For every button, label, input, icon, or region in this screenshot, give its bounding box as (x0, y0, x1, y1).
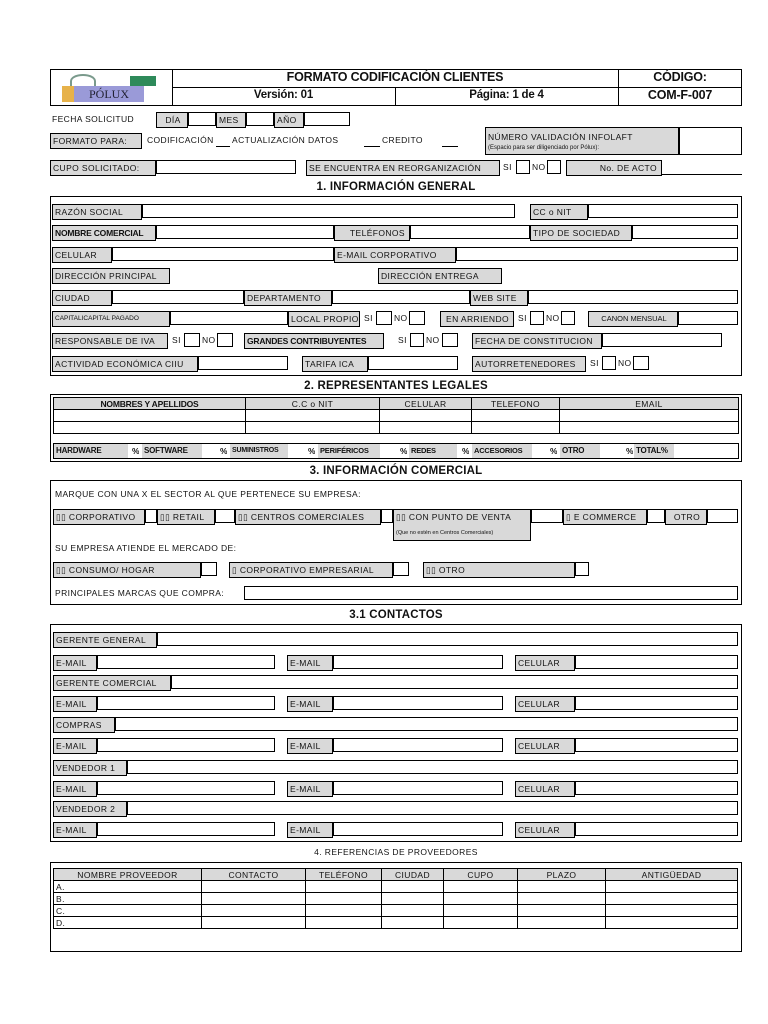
ciudad-field[interactable] (112, 290, 244, 304)
arriendo-no: NO (546, 313, 560, 323)
local-no: NO (394, 313, 408, 323)
arriendo-si: SI (518, 313, 527, 323)
general-box (50, 196, 742, 376)
vendedor1-email-field[interactable] (97, 781, 275, 795)
web-label: WEB SITE (470, 290, 528, 306)
legal-header-cc: C.C o NIT (246, 398, 380, 410)
refs-header-proveedor: NOMBRE PROVEEDOR (54, 869, 202, 881)
gerente-com-label: GERENTE COMERCIAL (53, 675, 171, 691)
legal-row[interactable] (54, 410, 739, 422)
otro2-label: OTRO (438, 565, 466, 575)
pct-symbol: % (308, 446, 316, 456)
celular-label: CELULAR (52, 247, 112, 263)
pct-row (53, 443, 739, 459)
refs-header-cupo: CUPO (444, 869, 518, 881)
gerente-com-field[interactable] (171, 675, 738, 689)
otro2-box[interactable] (575, 562, 589, 576)
telefonos-field[interactable] (410, 225, 530, 239)
refs-row-label: C. (54, 905, 202, 917)
iva-si-box[interactable] (184, 333, 200, 347)
pct-hardware: HARDWARE (54, 444, 128, 458)
ecommerce-option[interactable]: ▯ E COMMERCE (563, 509, 647, 525)
document-title: FORMATO CODIFICACIÓN CLIENTES (286, 70, 504, 84)
gerente-celular-label: CELULAR (515, 655, 575, 671)
pct-accesorios: ACCESORIOS (472, 444, 532, 458)
mes-label: MES (216, 112, 246, 128)
vendedor2-celular-label: CELULAR (515, 822, 575, 838)
legal-row[interactable] (54, 422, 739, 434)
compras-celular-label: CELULAR (515, 738, 575, 754)
capital-field[interactable] (170, 311, 288, 325)
departamento-label: DEPARTAMENTO (244, 290, 332, 306)
fecha-label: FECHA SOLICITUD (52, 114, 135, 124)
version: Versión: 01 (253, 89, 314, 101)
tarifa-field[interactable] (368, 356, 458, 370)
gerente-email2-label: E-MAIL (287, 655, 333, 671)
pct-symbol: % (626, 446, 634, 456)
local-si-box[interactable] (376, 311, 392, 325)
capital-label: CAPITALICAPITAL PAGADO (52, 311, 170, 327)
vendedor2-field[interactable] (127, 801, 738, 815)
ecommerce-label: E COMMERCE (573, 512, 637, 522)
consumo-label: CONSUMO/ HOGAR (68, 565, 155, 575)
web-field[interactable] (528, 290, 738, 304)
grandes-label: GRANDES CONTRIBUYENTES (244, 333, 384, 349)
gerente-com-email2-label: E-MAIL (287, 696, 333, 712)
marcas-label: PRINCIPALES MARCAS QUE COMPRA: (55, 588, 225, 598)
grandes-si-box[interactable] (410, 333, 424, 347)
tarifa-label: TARIFA ICA (302, 356, 368, 372)
consumo-option[interactable]: ▯▯ CONSUMO/ HOGAR (53, 562, 201, 578)
iva-no: NO (202, 335, 216, 345)
fecha-const-field[interactable] (602, 333, 722, 347)
formato-label: FORMATO PARA: (50, 133, 142, 149)
code-value: COM-F-007 (647, 88, 713, 102)
anio-label: AÑO (274, 112, 304, 128)
email-corp-field[interactable] (456, 247, 738, 261)
atiende-label: SU EMPRESA ATIENDE EL MERCADO DE: (55, 543, 237, 553)
punto-option[interactable] (393, 509, 531, 541)
refs-row[interactable] (54, 905, 738, 917)
logo-text: PÓLUX (74, 86, 144, 102)
pct-total: TOTAL% (634, 444, 674, 458)
reorg-label: SE ENCUENTRA EN REORGANIZACIÓN (306, 160, 500, 176)
refs-row-label: D. (54, 917, 202, 929)
local-si: SI (364, 313, 373, 323)
reorg-no: NO (532, 162, 546, 172)
ciudad-label: CIUDAD (52, 290, 112, 306)
compras-label: COMPRAS (53, 717, 115, 733)
grandes-no: NO (426, 335, 440, 345)
pct-symbol: % (220, 446, 228, 456)
compras-field[interactable] (115, 717, 738, 731)
refs-table (53, 868, 738, 929)
grandes-si: SI (398, 335, 407, 345)
acto-label: No. DE ACTO (566, 160, 662, 176)
vendedor2-email-field[interactable] (97, 822, 275, 836)
marcas-field[interactable] (244, 586, 738, 600)
gerente-email2-field[interactable] (333, 655, 503, 669)
refs-row[interactable] (54, 917, 738, 929)
refs-row[interactable] (54, 881, 738, 893)
corporativo-label: CORPORATIVO (68, 512, 136, 522)
email-corp-label: E-MAIL CORPORATIVO (334, 247, 456, 263)
section-commercial-title: 3. INFORMACIÓN COMERCIAL (309, 465, 483, 477)
punto-label: CON PUNTO DE VENTA (408, 512, 512, 522)
gerente-com-email-label: E-MAIL (53, 696, 97, 712)
razon-field[interactable] (142, 204, 515, 218)
corporativo-option[interactable]: ▯▯ CORPORATIVO (53, 509, 145, 525)
local-label: LOCAL PROPIO (288, 311, 360, 327)
legal-header-celular: CELULAR (380, 398, 472, 410)
refs-header-antiguedad: ANTIGÜEDAD (606, 869, 738, 881)
razon-label: RAZÓN SOCIAL (52, 204, 142, 220)
infolaft-note: (Espacio para ser diligenciado por Pólux): (488, 145, 600, 151)
pct-symbol: % (400, 446, 408, 456)
pct-suministros: SUMINISTROS (230, 444, 288, 458)
dia-field[interactable] (188, 112, 216, 126)
vendedor2-email2-field[interactable] (333, 822, 503, 836)
cupo-label: CUPO SOLICITADO: (50, 160, 156, 176)
mes-field[interactable] (246, 112, 274, 126)
section-general-title: 1. INFORMACIÓN GENERAL (316, 181, 476, 193)
marque-label: MARQUE CON UNA X EL SECTOR AL QUE PERTENECE SU EMPRESA: (55, 489, 361, 499)
gerente-com-celular-label: CELULAR (515, 696, 575, 712)
grandes-no-box[interactable] (442, 333, 458, 347)
cupo-field[interactable] (156, 160, 296, 174)
retail-option[interactable]: ▯▯ RETAIL (157, 509, 215, 525)
vendedor2-label: VENDEDOR 2 (53, 801, 127, 817)
compras-email-label: E-MAIL (53, 738, 97, 754)
autoret-si: SI (590, 358, 599, 368)
otro-field[interactable] (707, 509, 738, 523)
ccnit-label: CC o NIT (530, 204, 588, 220)
otro-label: OTRO (665, 509, 707, 525)
vendedor2-email-label: E-MAIL (53, 822, 97, 838)
telefonos-label: TELÉFONOS (334, 225, 410, 241)
gerente-field[interactable] (157, 632, 738, 646)
dir-principal-label: DIRECCIÓN PRINCIPAL (52, 268, 170, 284)
legal-header-nombres: NOMBRES Y APELLIDOS (54, 398, 246, 410)
vendedor1-celular-field[interactable] (575, 781, 738, 795)
legal-table (53, 397, 739, 434)
arriendo-si-box[interactable] (530, 311, 544, 325)
refs-row-label: B. (54, 893, 202, 905)
logo (60, 72, 160, 104)
canon-label: CANON MENSUAL (588, 311, 678, 327)
centros-box[interactable] (381, 509, 393, 523)
actividad-label: ACTIVIDAD ECONÓMICA CIIU (52, 356, 198, 372)
vendedor1-celular-label: CELULAR (515, 781, 575, 797)
ecommerce-box[interactable] (647, 509, 665, 523)
retail-label: RETAIL (172, 512, 205, 522)
gerente-com-celular-field[interactable] (575, 696, 738, 710)
page-number: Página: 1 de 4 (469, 89, 544, 101)
corp-emp-option[interactable]: ▯ CORPORATIVO EMPRESARIAL (229, 562, 393, 578)
gerente-label: GERENTE GENERAL (53, 632, 157, 648)
actualizacion-label: ACTUALIZACIÓN DATOS (232, 135, 339, 145)
vendedor1-field[interactable] (127, 760, 738, 774)
pct-software: SOFTWARE (142, 444, 202, 458)
punto-note: (Que no estén en Centros Comerciales) (396, 530, 494, 536)
consumo-box[interactable] (201, 562, 217, 576)
vendedor1-email-label: E-MAIL (53, 781, 97, 797)
dir-entrega-label: DIRECCIÓN ENTREGA (378, 268, 502, 284)
vendedor1-email2-label: E-MAIL (287, 781, 333, 797)
pct-symbol: % (550, 446, 558, 456)
compras-email-field[interactable] (97, 738, 275, 752)
celular-field[interactable] (112, 247, 334, 261)
retail-box[interactable] (215, 509, 235, 523)
code-label: CÓDIGO: (653, 70, 707, 84)
codificacion-label: CODIFICACIÓN (147, 135, 214, 145)
credito-label: CREDITO (382, 135, 423, 145)
ccnit-field[interactable] (588, 204, 738, 218)
otro2-option[interactable]: ▯▯ OTRO (423, 562, 575, 578)
section-refs-title: 4. REFERENCIAS DE PROVEEDORES (314, 847, 478, 857)
nombre-comercial-field[interactable] (156, 225, 334, 239)
actividad-field[interactable] (198, 356, 288, 370)
corp-emp-label: CORPORATIVO EMPRESARIAL (239, 565, 375, 575)
punto-box[interactable] (531, 509, 563, 523)
compras-email2-field[interactable] (333, 738, 503, 752)
corp-emp-box[interactable] (393, 562, 409, 576)
centros-option[interactable]: ▯▯ CENTROS COMERCIALES (235, 509, 381, 525)
iva-no-box[interactable] (217, 333, 233, 347)
canon-field[interactable] (678, 311, 738, 325)
pct-otro: OTRO (560, 444, 600, 458)
vendedor1-label: VENDEDOR 1 (53, 760, 127, 776)
refs-header-contacto: CONTACTO (202, 869, 306, 881)
reorg-si-box[interactable] (516, 160, 530, 174)
autoret-no: NO (618, 358, 632, 368)
compras-celular-field[interactable] (575, 738, 738, 752)
gerente-com-email-field[interactable] (97, 696, 275, 710)
tipo-sociedad-label: TIPO DE SOCIEDAD (530, 225, 632, 241)
legal-header-email: EMAIL (560, 398, 739, 410)
infolaft-label: NÚMERO VALIDACIÓN INFOLAFT (488, 132, 633, 142)
infolaft-box (485, 127, 679, 155)
punto-row: ▯▯ CON PUNTO DE VENTA (396, 512, 512, 522)
vendedor2-celular-field[interactable] (575, 822, 738, 836)
pct-perifericos: PERIFÉRICOS (318, 444, 380, 458)
arriendo-no-box[interactable] (561, 311, 575, 325)
gerente-celular-field[interactable] (575, 655, 738, 669)
local-no-box[interactable] (409, 311, 425, 325)
centros-label: CENTROS COMERCIALES (250, 512, 365, 522)
refs-header-plazo: PLAZO (518, 869, 606, 881)
reorg-no-box[interactable] (547, 160, 561, 174)
legal-header-telefono: TELEFONO (472, 398, 560, 410)
departamento-field[interactable] (332, 290, 470, 304)
nombre-comercial-label: NOMBRE COMERCIAL (52, 225, 156, 241)
vendedor2-email2-label: E-MAIL (287, 822, 333, 838)
pct-symbol: % (132, 446, 140, 456)
vendedor1-email2-field[interactable] (333, 781, 503, 795)
refs-header-ciudad: CIUDAD (382, 869, 444, 881)
arriendo-label: EN ARRIENDO (440, 311, 514, 327)
refs-header-telefono: TELÉFONO (306, 869, 382, 881)
fecha-const-label: FECHA DE CONSTITUCION (472, 333, 602, 349)
pct-symbol: % (462, 446, 470, 456)
anio-field[interactable] (304, 112, 350, 126)
autoret-si-box[interactable] (602, 356, 616, 370)
refs-row[interactable] (54, 893, 738, 905)
section-contacts-title: 3.1 CONTACTOS (349, 609, 443, 621)
gerente-email-field[interactable] (97, 655, 275, 669)
infolaft-field[interactable] (679, 127, 742, 155)
section-legal-title: 2. REPRESENTANTES LEGALES (304, 380, 488, 392)
gerente-email-label: E-MAIL (53, 655, 97, 671)
tipo-sociedad-field[interactable] (632, 225, 738, 239)
gerente-com-email2-field[interactable] (333, 696, 503, 710)
pct-redes: REDES (409, 444, 457, 458)
reorg-si: SI (503, 162, 512, 172)
autoret-label: AUTORRETENEDORES (472, 356, 586, 372)
compras-email2-label: E-MAIL (287, 738, 333, 754)
resp-iva-label: RESPONSABLE DE IVA (52, 333, 168, 349)
autoret-no-box[interactable] (633, 356, 649, 370)
refs-row-label: A. (54, 881, 202, 893)
corporativo-box[interactable] (145, 509, 157, 523)
dia-label: DÍA (156, 112, 188, 128)
iva-si: SI (172, 335, 181, 345)
